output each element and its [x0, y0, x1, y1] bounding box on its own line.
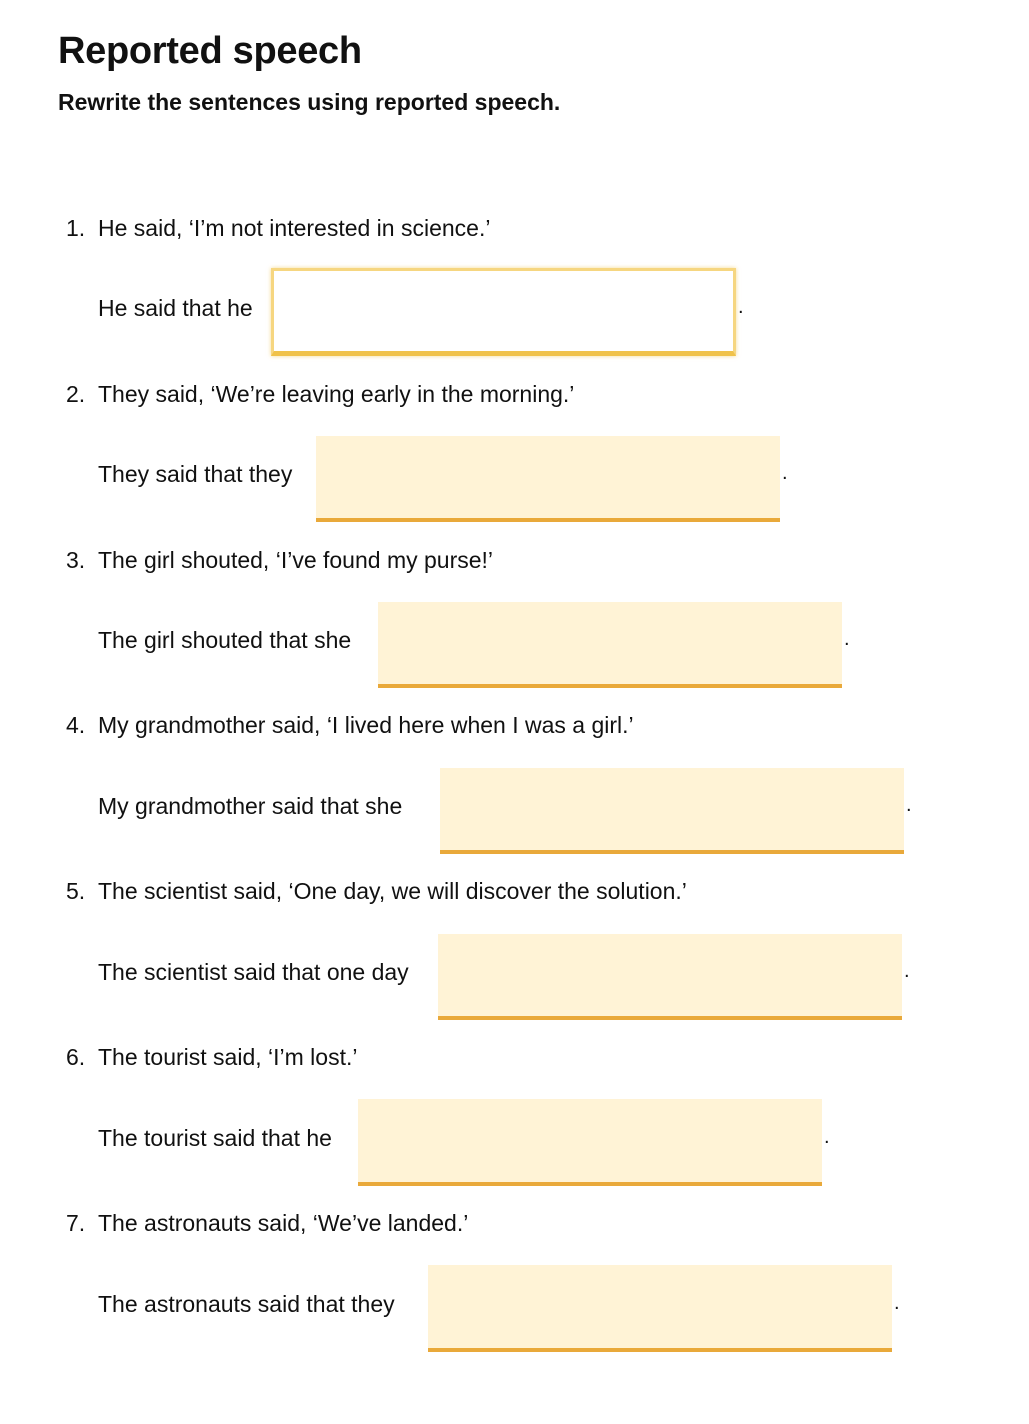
question-text: The scientist said, ‘One day, we will discover the solution.’ — [98, 878, 687, 904]
question-6 — [66, 1044, 357, 1071]
sentence-end-period: . — [844, 628, 850, 650]
answer-input-5[interactable] — [438, 934, 902, 1020]
question-number: 6. — [66, 1044, 86, 1070]
instruction-text: Rewrite the sentences using reported speech. — [58, 89, 561, 115]
question-number: 4. — [66, 712, 86, 738]
answer-prefix-1: He said that he — [98, 295, 253, 321]
question-text: The astronauts said, ‘We’ve landed.’ — [98, 1210, 469, 1236]
question-3 — [66, 547, 493, 574]
answer-input-4[interactable] — [440, 768, 904, 854]
question-text: The tourist said, ‘I’m lost.’ — [98, 1044, 358, 1070]
question-text: My grandmother said, ‘I lived here when I was a girl.’ — [98, 712, 634, 738]
question-text: He said, ‘I’m not interested in science.’ — [98, 215, 491, 241]
answer-prefix-7: The astronauts said that they — [98, 1291, 395, 1317]
question-number: 2. — [66, 381, 86, 407]
question-2 — [66, 381, 574, 408]
answer-prefix-4: My grandmother said that she — [98, 793, 403, 819]
question-number: 5. — [66, 878, 86, 904]
sentence-end-period: . — [894, 1292, 900, 1314]
sentence-end-period: . — [824, 1126, 830, 1148]
question-4 — [66, 712, 634, 739]
question-number: 3. — [66, 547, 86, 573]
question-text: They said, ‘We’re leaving early in the morning.’ — [98, 381, 575, 407]
answer-input-1[interactable] — [271, 268, 736, 356]
sentence-end-period: . — [738, 296, 744, 318]
answer-input-3[interactable] — [378, 602, 842, 688]
answer-prefix-3: The girl shouted that she — [98, 627, 352, 653]
answer-prefix-6: The tourist said that he — [98, 1125, 332, 1151]
question-number: 1. — [66, 215, 86, 241]
sentence-end-period: . — [782, 462, 788, 484]
question-7 — [66, 1210, 468, 1237]
question-number: 7. — [66, 1210, 86, 1236]
answer-prefix-5: The scientist said that one day — [98, 959, 409, 985]
answer-input-7[interactable] — [428, 1265, 892, 1352]
question-5 — [66, 878, 687, 905]
sentence-end-period: . — [906, 794, 912, 816]
question-1 — [66, 215, 490, 242]
answer-prefix-2: They said that they — [98, 461, 293, 487]
question-text: The girl shouted, ‘I’ve found my purse!’ — [98, 547, 494, 573]
answer-input-6[interactable] — [358, 1099, 822, 1186]
sentence-end-period: . — [904, 960, 910, 982]
answer-input-2[interactable] — [316, 436, 780, 522]
page-title: Reported speech — [58, 30, 362, 72]
